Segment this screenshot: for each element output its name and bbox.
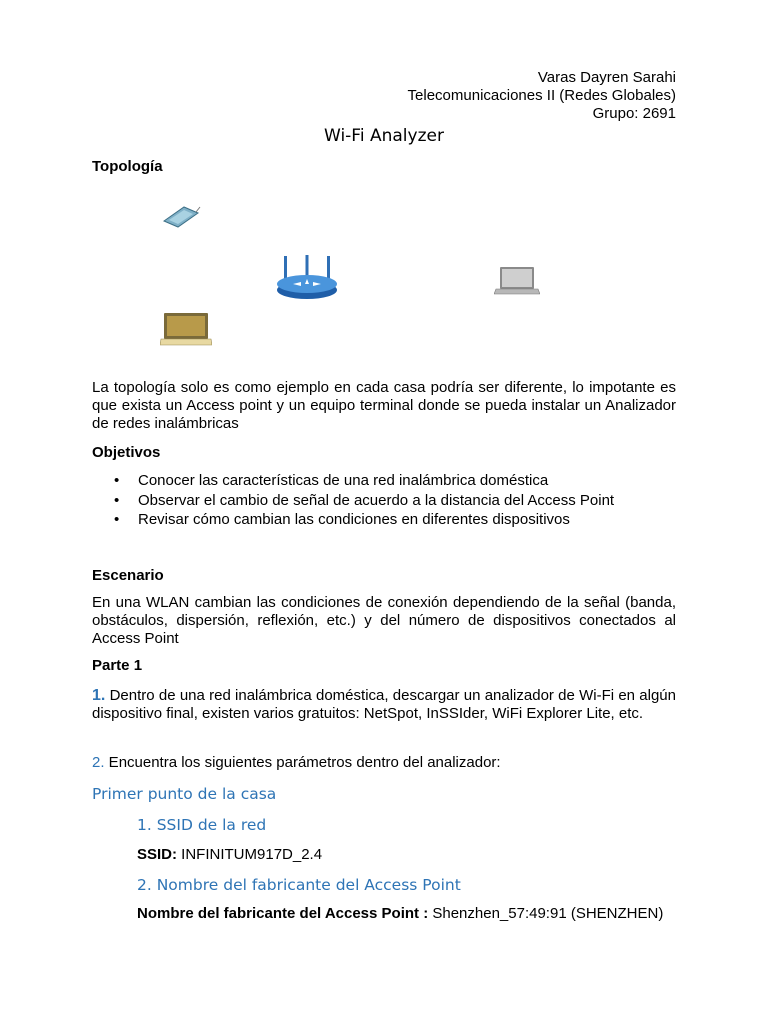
ssid-field bbox=[137, 846, 322, 864]
bullet-icon: • bbox=[114, 491, 120, 509]
laptop-icon bbox=[160, 312, 212, 346]
course-name: Telecomunicaciones II (Redes Globales) bbox=[407, 87, 676, 104]
vendor-field bbox=[137, 905, 676, 923]
group-number: Grupo: 2691 bbox=[592, 105, 676, 122]
vendor-value: Shenzhen_57:49:91 (SHENZHEN) bbox=[428, 905, 664, 922]
step-2-text: Encuentra los siguientes parámetros dentro del analizador: bbox=[104, 754, 501, 771]
escenario-text: En una WLAN cambian las condiciones de conexión dependiendo de la señal (banda, obstáculos, dispersión, reflexión, etc.) y del número de dispositivos conectados al Access Point bbox=[92, 594, 676, 647]
objetivos-heading: Objetivos bbox=[92, 444, 161, 461]
bullet-icon: • bbox=[114, 511, 120, 528]
subsection-vendor: 2. Nombre del fabricante del Access Point bbox=[137, 876, 461, 894]
escenario-heading: Escenario bbox=[92, 567, 164, 584]
step-1 bbox=[92, 687, 676, 723]
objetivos-list bbox=[114, 472, 614, 531]
document-title: Wi-Fi Analyzer bbox=[324, 126, 444, 146]
section-title: Primer punto de la casa bbox=[92, 785, 277, 803]
author-name: Varas Dayren Sarahi bbox=[537, 69, 676, 86]
step-2 bbox=[92, 754, 676, 772]
step-1-text: Dentro de una red inalámbrica doméstica, descargar un analizador de Wi-Fi en algún dispositivo final, existen varios gratuitos: NetSpot, InSSIder, WiFi Explorer Lite, etc. bbox=[92, 687, 676, 722]
parte1-heading: Parte 1 bbox=[92, 657, 143, 674]
step-2-number: 2. bbox=[92, 754, 105, 771]
ssid-value: INFINITUM917D_2.4 bbox=[177, 846, 323, 863]
bullet-icon: • bbox=[114, 472, 120, 489]
ssid-label: SSID: bbox=[137, 846, 178, 863]
list-item: • Observar el cambio de señal de acuerdo a la distancia del Access Point bbox=[114, 491, 615, 509]
wireless-router-icon bbox=[275, 255, 339, 301]
tablet-icon bbox=[160, 203, 202, 229]
step-1-number: 1. bbox=[92, 687, 106, 704]
list-item: • Revisar cómo cambian las condiciones en diferentes dispositivos bbox=[114, 511, 570, 528]
laptop-icon bbox=[494, 266, 540, 296]
subsection-ssid: 1. SSID de la red bbox=[137, 816, 267, 834]
list-item: • Conocer las características de una red inalámbrica doméstica bbox=[114, 472, 549, 489]
vendor-label: Nombre del fabricante del Access Point : bbox=[137, 905, 429, 922]
topologia-heading: Topología bbox=[92, 158, 163, 175]
document-page bbox=[92, 0, 676, 1024]
topologia-description: La topología solo es como ejemplo en cada casa podría ser diferente, lo impotante es que exista un Access point y un equipo terminal donde se pueda instalar un Analizador de redes inalámbricas bbox=[92, 379, 676, 432]
